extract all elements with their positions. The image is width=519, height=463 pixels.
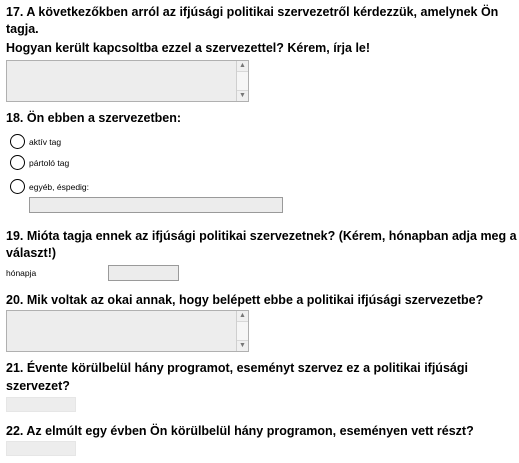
q19-unit-label: hónapja	[6, 268, 37, 278]
q19-title-line2: választ!)	[6, 246, 57, 260]
scroll-down-icon[interactable]: ▼	[237, 90, 248, 101]
q18-option-active-member-label: aktív tag	[29, 137, 62, 147]
scroll-up-icon[interactable]: ▲	[237, 61, 248, 72]
q18-option-supporting-member-label: pártoló tag	[29, 158, 70, 168]
q17-subtitle: Hogyan került kapcsoltba ezzel a szervezettel? Kérem, írja le!	[6, 41, 371, 55]
q18-radio-supporting-member[interactable]	[10, 155, 25, 170]
q18-title: 18. Ön ebben a szervezetben:	[6, 111, 182, 125]
q18-option-other-label: egyéb, éspedig:	[29, 182, 90, 192]
q17-scrollbar[interactable]	[236, 61, 248, 101]
scroll-up-icon[interactable]: ▲	[237, 311, 248, 322]
q21-count-input[interactable]	[6, 397, 76, 412]
scroll-down-icon[interactable]: ▼	[237, 340, 248, 351]
q19-months-input[interactable]	[108, 265, 179, 281]
q19-title-line1: 19. Mióta tagja ennek az ifjúsági politikai szervezetnek? (Kérem, hónapban adja meg a	[6, 229, 517, 243]
q22-count-input[interactable]	[6, 441, 76, 456]
q17-title-line1: 17. A következőkben arról az ifjúsági politikai szervezetről kérdezzük, amelynek Ön	[6, 5, 499, 19]
q18-radio-other[interactable]	[10, 179, 25, 194]
q21-title-line2: szervezet?	[6, 379, 70, 393]
q21-title-line1: 21. Évente körülbelül hány programot, eseményt szervez ez a politikai ifjúsági	[6, 361, 468, 375]
q17-answer-textarea[interactable]	[6, 60, 249, 102]
q17-title-line2: tagja.	[6, 22, 39, 36]
q18-radio-active-member[interactable]	[10, 134, 25, 149]
q18-other-input[interactable]	[29, 197, 283, 213]
q20-answer-textarea[interactable]	[6, 310, 249, 352]
q22-title: 22. Az elmúlt egy évben Ön körülbelül hány programon, eseményen vett részt?	[6, 424, 474, 438]
q20-title: 20. Mik voltak az okai annak, hogy belépett ebbe a politikai ifjúsági szervezetbe?	[6, 293, 484, 307]
q20-scrollbar[interactable]	[236, 311, 248, 351]
